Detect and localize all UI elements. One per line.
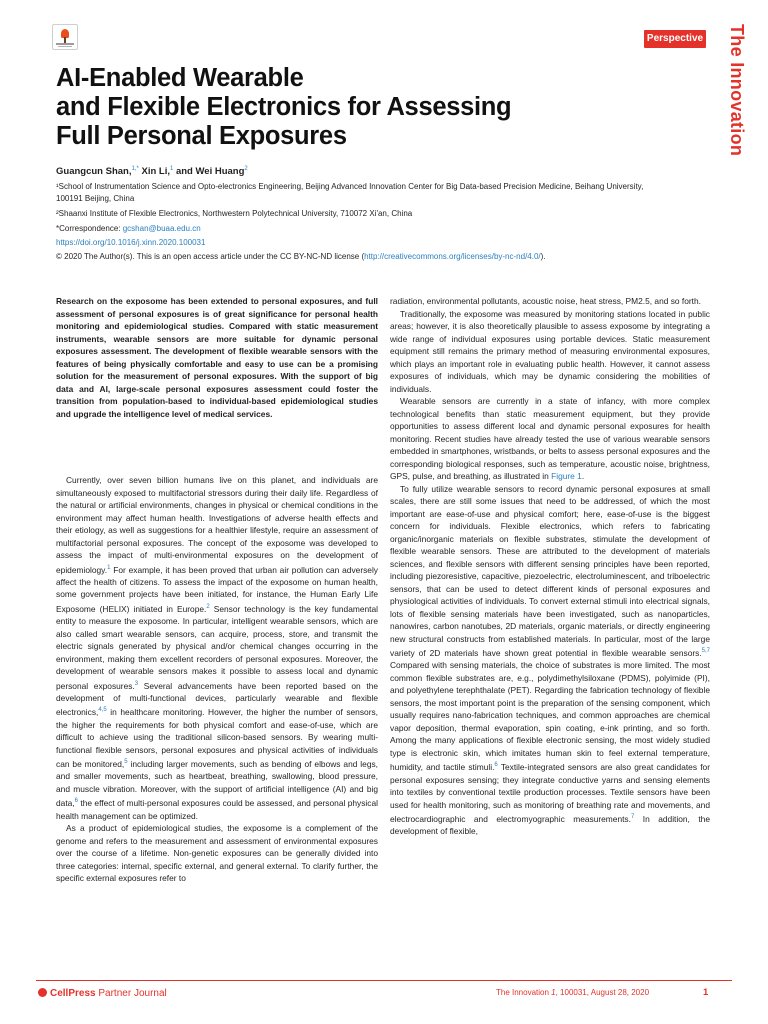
- affiliation-ref[interactable]: 1: [169, 166, 174, 172]
- title-line: Full Personal Exposures: [56, 122, 347, 150]
- correspondence-ref[interactable]: *: [136, 166, 139, 172]
- paragraph: radiation, environmental pollutants, acoustic noise, heat stress, PM2.5, and so forth.: [390, 296, 701, 306]
- figure-link[interactable]: Figure 1: [551, 471, 582, 481]
- publisher-subtitle: Partner Journal: [95, 988, 167, 999]
- journal-name-vertical: [724, 20, 754, 240]
- affiliation-ref[interactable]: 2: [244, 166, 248, 172]
- reference-link[interactable]: 5,7: [701, 648, 710, 654]
- publisher-mark: [38, 988, 167, 999]
- paragraph: Traditionally, the exposome was measured by monitoring stations located in public areas; however, it is also theoretically plausible to assess exposome by integrating a wide range of individual exposures using portable devices. Static measurement equipment still remains the primary method of measuring environmental exposures, which plays an important role in evaluating public health. However, it cannot assess exposures of individuals, which may be dynamic considering the mobilities of individuals.: [390, 308, 710, 394]
- author-name: and Wei Huang: [173, 166, 245, 178]
- reference-link[interactable]: 2: [206, 603, 210, 610]
- paragraph: As a product of epidemiological studies, the exposome is a complement of the genome and refers to the measurement and assessment of environmental exposures over the course of a lifetime. Non-genetic exposures can be generally divided into three categories: internal, specific external, and general external. To clarify further, the specific external exposures refer to: [56, 823, 378, 884]
- doi-link[interactable]: https://doi.org/10.1016/j.xinn.2020.100031: [56, 238, 206, 247]
- email-link[interactable]: gcshan@buaa.edu.cn: [122, 224, 201, 233]
- license-line: © 2020 The Author(s). This is an open access article under the CC BY-NC-ND license (http://creativecommons.org/licenses/by-nc-nd/4.0/).: [56, 252, 546, 261]
- reference-link[interactable]: 6: [74, 798, 78, 805]
- title-line: and Flexible Electronics for Assessing: [56, 93, 512, 121]
- footer-divider: [36, 980, 732, 981]
- citation-line: The Innovation 1, 100031, August 28, 2020: [496, 988, 650, 997]
- paragraph: To fully utilize wearable sensors to record dynamic personal exposures at small scales, there are still some issues that need to be addressed, of which the most important are ease-of-use and physical comfort; here, ease-of-use is the biggest concern for individuals. Flexible electronics, which refers to fabricating organic/inorganic materials on flexible substrates, stimulate the development of flexible wearable sensors. These are attributed to the development of materials sciences, and flexible sensors with different sensing principles have been reported, including piezoresistive, capacitive, piezoelectric, electroluminescent, and triboelectric sensors, that can be used to detect different kinds of personal exposures and physiological activities of individuals. To convert external stimuli into electrical signals, lots of flexible sensing materials have been investigated, such as nanoparticles, nanowires, carbon nanotubes, 2D materials, organic materials, or directly engineering new structural constructs from established materials. In particular, most of the large variety of 2D materials have shown great potential in flexible wearable sensors.$^{5,7}$ Compared with sensing materials, the choice of substrates is more limited. The most common flexible substrates are, e.g., polydimethylsiloxane (PDMS), polyimide (PI), and polyethylene terephthalate (PET). Regarding the fabrication technology of flexible sensors, the most important point is the preparation of the sensing component, which usually requires nano-fabrication techniques, and common approaches are chemical vapor deposition, thermal evaporation, spin coating, e-ink printing, and so forth. Among the many applications of flexible electronic sensing, the most widely studied type is electronic skin, which imitates human skin to feel external temperature, humidity, and tactile stimuli.$^6$ Textile-integrated sensors are also great candidates for personal exposures sensing; they integrate conductive yarns and sensing elements into textiles by conventional textile production processes. Textile sensors have been used for health monitoring, such as monitoring of breathing rate and movements, and electrocardiographic and electromyographic measurements.$^7$ In addition, the development of flexible,: [390, 483, 711, 837]
- body-column-left: [56, 474, 378, 885]
- license-link[interactable]: http://creativecommons.org/licenses/by-nc-nd/4.0/: [364, 252, 541, 261]
- author-name: Guangcun Shan,: [56, 166, 132, 178]
- author-list: [56, 166, 248, 177]
- cellpress-icon: [38, 988, 47, 997]
- affiliation-1: ¹School of Instrumentation Science and Opto-electronics Engineering, Beijing Advanced Innovation Center for Big Data-based Precision Medicine, Beihang University,: [56, 182, 644, 191]
- body-column-right: [390, 295, 710, 838]
- affiliations: [56, 181, 716, 263]
- author-name: Xin Li,: [138, 166, 170, 178]
- page-number: 1: [703, 987, 709, 998]
- article-title: [56, 64, 656, 151]
- affiliation-1-cont: 100191 Beijing, China: [56, 194, 135, 203]
- article-type-badge: Perspective: [644, 30, 706, 48]
- reference-link[interactable]: 5: [124, 759, 128, 766]
- title-line: AI-Enabled Wearable: [56, 64, 304, 92]
- paragraph: Currently, over seven billion humans live on this planet, and individuals are simultaneously exposed to multifactorial stressors during their daily life. Regardless of the natural or artificial environments, changes in physical or chemical conditions in the environment may affect human health. Investigations of adverse health effects and their etiology, as well as suggestions for a healthier lifestyle, require an assessment of multifactorial personal exposures. The concept of the exposome was developed to assess the impact of multi-environmental exposures on the development of epidemiology.$^1$ For example, it has been proved that urban air pollution can adversely affect the health of citizens. To assess the impact of the exposome on human health, some government projects have been initiated, for instance, the Human Early Life Exposome (HELIX) initiated in Europe.$^2$ Sensor technology is the key fundamental entity to measure the exposome. In particular, intelligent wearable sensors, which are also called smart wearable sensors, can acquire, process, store, and transmit the electric signals generated by physical and/or chemical changes occurring in the environment, making them excellent recorders of personal exposures. Moreover, the development of wearable sensors makes it possible to assess local and dynamic personal exposures.$^3$ Several advancements have been reported based on the development of multi-functional devices, particularly wearable and flexible electronics,$^{4,5}$ in healthcare monitoring. However, the higher the number of sensors, the higher the requirements for both physical comfort and ease-of-use, which are difficult to achieve using the traditional silicon-based sensors. By wearing multi-functional flexible sensors, personal exposures and physical activities of individuals can be monitored,$^5$ including larger movements, such as bending of elbows and legs, and smaller movements, such as heartbeat, breathing, swallowing, blood pressure, and muscle vibration. Moreover, with the support of artificial intelligence (AI) and big data,$^6$ the effect of multi-personal exposures could be assessed, and personal physical health management can be optimized.: [56, 475, 379, 821]
- reference-link[interactable]: 4,5: [98, 707, 107, 714]
- journal-logo: [52, 24, 78, 50]
- reference-link[interactable]: 3: [134, 680, 139, 687]
- affiliation-ref[interactable]: 1,: [131, 166, 137, 172]
- correspondence: *Correspondence: gcshan@buaa.edu.cn: [56, 224, 201, 233]
- reference-link[interactable]: 6: [494, 762, 498, 769]
- paragraph: Wearable sensors are currently in a state of infancy, with more complex technological benefits than static measurement equipment, but they provide opportunities to assess different local and dynamic personal exposures for health monitoring. Recent studies have already tested the use of various wearable sensors embedded in smartphones, wristbands, or belts to assess personal exposures and the corresponding biological responses, such as temperature, acoustic noise, brightness, GPS, pulse, and breathing, as illustrated in Figure 1.: [390, 396, 710, 481]
- reference-link[interactable]: 7: [630, 814, 635, 821]
- affiliation-2: ²Shaanxi Institute of Flexible Electronics, Northwestern Polytechnical University, 710072 Xi'an, China: [56, 209, 413, 218]
- reference-link[interactable]: 1: [107, 564, 111, 571]
- abstract: Research on the exposome has been extended to personal exposures, and full assessment of personal exposures is of great significance for personal health monitoring and epidemiological studies. Compared with static measurement instruments, wearable sensors are more suitable for dynamic personal exposures assessment. The development of flexible wearable sensors with the features of being physically comfortable and easy to use can be a promising solution for the measurement of personal exposures. With the support of big data and AI, large-scale personal exposures assessment could foster the transition from population-based to individual-based epidemiological studies and upgrade the intelligence level of medical services.: [56, 296, 378, 419]
- publisher-name: CellPress: [50, 988, 96, 999]
- journal-name: The Innovation: [727, 24, 747, 157]
